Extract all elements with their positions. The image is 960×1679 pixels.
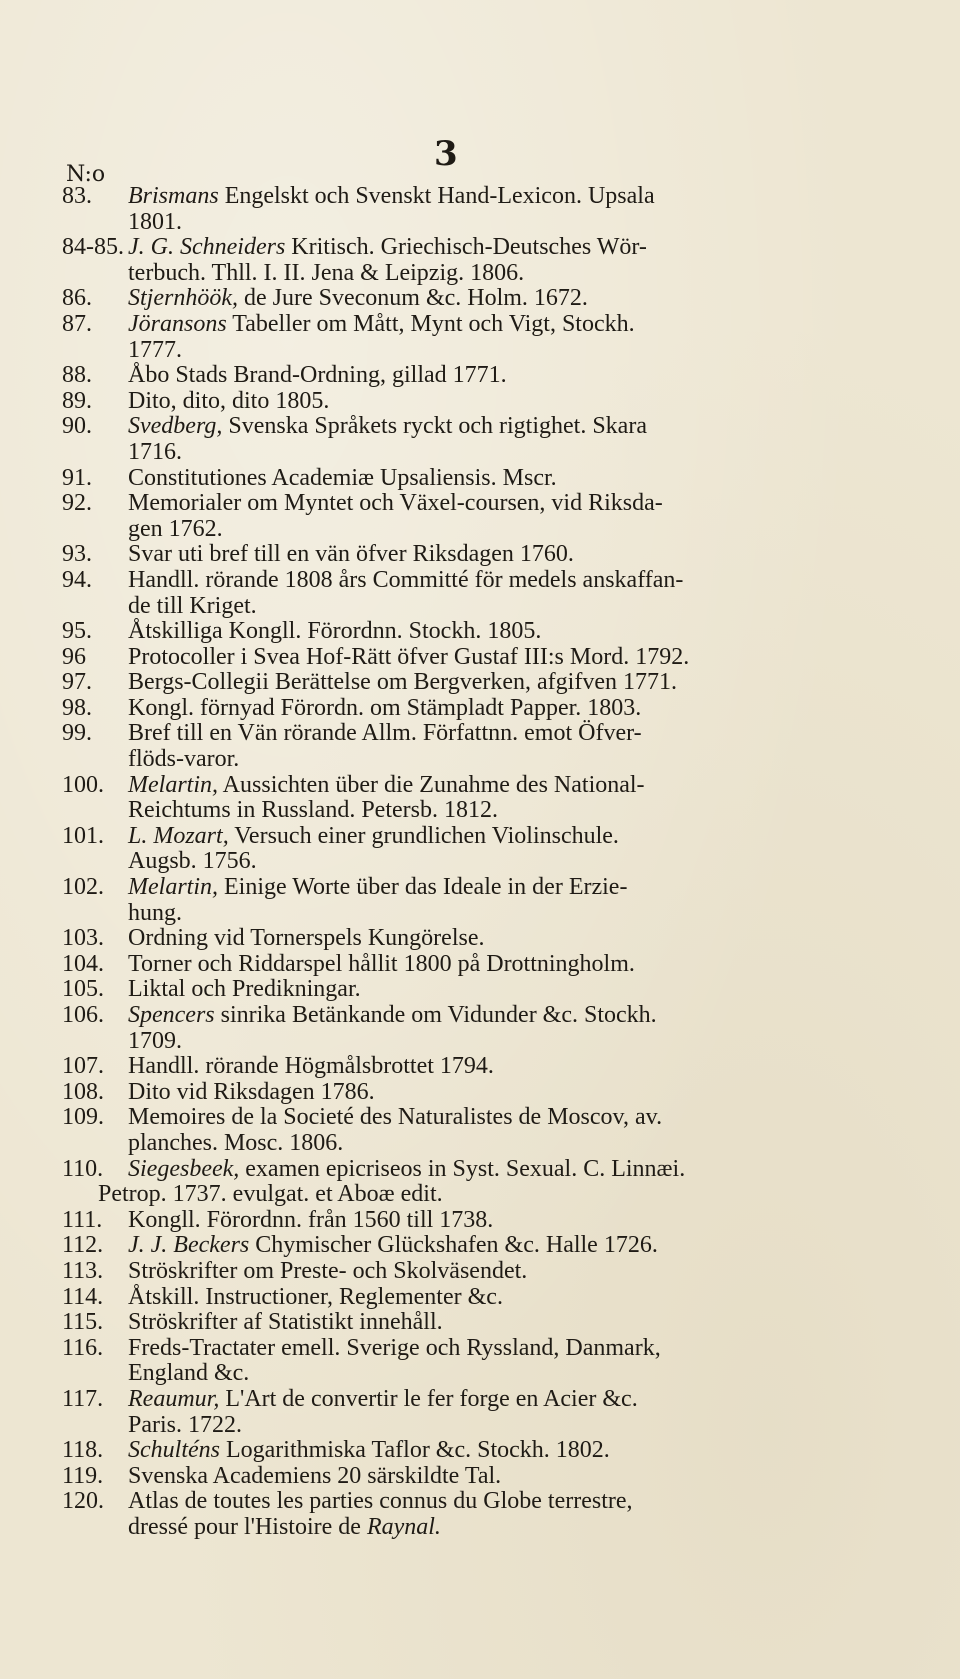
entry-number: 116.	[62, 1334, 104, 1361]
entry-continuation	[128, 440, 852, 466]
entry-continuation-text: Augsb. 1756.	[128, 848, 257, 875]
entry-continuation	[128, 1413, 852, 1439]
entry-number: 97.	[62, 669, 92, 696]
entry-title-line	[128, 1336, 852, 1362]
entry-author: L. Mozart,	[128, 822, 229, 849]
entry-number: 101.	[62, 822, 104, 849]
entry-number: 104.	[62, 950, 104, 977]
entry-title-line	[128, 977, 852, 1003]
catalogue-entry	[62, 1259, 852, 1285]
catalogue-entry	[62, 1054, 852, 1080]
entry-number: 90.	[62, 413, 92, 440]
entry-title: Åbo Stads Brand-Ordning, gillad 1771.	[128, 362, 507, 389]
entry-title: Åtskilliga Kongll. Förordnn. Stockh. 1805.	[128, 618, 542, 645]
entry-number: 89.	[62, 387, 92, 414]
entry-title-line	[128, 619, 852, 645]
entry-number: 110.	[62, 1155, 104, 1182]
entry-title-line	[128, 542, 852, 568]
entry-title: Ströskrifter om Preste- och Skolväsendet.	[128, 1257, 528, 1284]
entry-author: J. G. Schneiders	[128, 234, 286, 261]
entry-author: Svedberg,	[128, 413, 223, 440]
entry-title: Aussichten über die Zunahme des National-	[218, 771, 645, 798]
catalogue-entry	[62, 1489, 852, 1540]
entry-number: 115.	[62, 1309, 104, 1336]
catalogue-entry	[62, 1157, 852, 1208]
entry-continuation-text: hung.	[128, 899, 182, 926]
entry-title: Handll. rörande 1808 års Committé för medels anskaffan-	[128, 566, 684, 593]
entry-title-line	[128, 773, 852, 799]
catalogue-entry	[62, 721, 852, 772]
entry-number: 84-85.	[62, 234, 124, 261]
entry-title-line	[128, 414, 852, 440]
catalogue-entry	[62, 1336, 852, 1387]
catalogue-entry	[62, 568, 852, 619]
entry-number: 92.	[62, 490, 92, 517]
entry-continuation	[128, 210, 852, 236]
entry-continuation-text: Petrop. 1737. evulgat. et Aboæ edit.	[98, 1181, 443, 1208]
entry-number: 114.	[62, 1283, 104, 1310]
entry-continuation	[128, 1131, 852, 1157]
entry-title-line	[128, 1208, 852, 1234]
catalogue-entry	[62, 1464, 852, 1490]
entry-continuation-text: 1709.	[128, 1027, 182, 1054]
entry-title: Svenska Språkets ryckt och rigtighet. Skara	[222, 413, 647, 440]
entry-author: Melartin,	[128, 771, 218, 798]
entry-title-line	[128, 1387, 852, 1413]
entry-title-line	[128, 1310, 852, 1336]
entry-title-line	[128, 235, 852, 261]
entry-title-line	[128, 721, 852, 747]
entry-continuation-text: Reichtums in Russland. Petersb. 1812.	[128, 797, 498, 824]
entry-number: 105.	[62, 976, 104, 1003]
entry-title: Versuch einer grundlichen Violinschule.	[228, 822, 619, 849]
entry-continuation-text: terbuch. Thll. I. II. Jena & Leipzig. 1806.	[128, 259, 525, 286]
entry-title-line	[128, 952, 852, 978]
entry-title: Handll. rörande Högmålsbrottet 1794.	[128, 1053, 494, 1080]
entry-number: 103.	[62, 925, 104, 952]
entry-number: 83.	[62, 183, 92, 209]
entry-title: sinrika Betänkande om Vidunder &c. Stockh.	[214, 1002, 657, 1028]
entry-number: 112.	[62, 1232, 104, 1259]
entry-title-line	[128, 491, 852, 517]
catalogue-entry	[62, 1208, 852, 1234]
entry-title: de Jure Sveconum &c. Holm. 1672.	[237, 285, 588, 312]
entry-title-line	[128, 1054, 852, 1080]
entry-title: Protocoller i Svea Hof-Rätt öfver Gustaf III:s Mord. 1792.	[128, 643, 690, 670]
catalogue-entry	[62, 875, 852, 926]
catalogue-entry	[62, 696, 852, 722]
catalogue-entry	[62, 1285, 852, 1311]
entry-title: Dito vid Riksdagen 1786.	[128, 1078, 375, 1105]
entry-number: 119.	[62, 1462, 104, 1489]
entry-title-line	[128, 389, 852, 415]
entry-title: Liktal och Predikningar.	[128, 976, 361, 1003]
entry-title: examen epicriseos in Syst. Sexual. C. Linnæi.	[239, 1155, 686, 1182]
entry-title: Chymischer Glückshafen &c. Halle 1726.	[249, 1232, 658, 1259]
entry-title-line	[128, 670, 852, 696]
entry-number: 86.	[62, 285, 92, 312]
entry-continuation	[128, 261, 852, 287]
entry-title: Tabeller om Mått, Mynt och Vigt, Stockh.	[226, 310, 635, 337]
entry-continuation-text: 1777.	[128, 336, 182, 363]
catalogue-entry	[62, 977, 852, 1003]
entry-title: Åtskill. Instructioner, Reglementer &c.	[128, 1283, 503, 1310]
entry-author: Jöransons	[128, 310, 227, 337]
entry-number: 99.	[62, 720, 92, 747]
entry-title: Memorialer om Myntet och Växel-coursen, vid Riksda-	[128, 490, 663, 517]
catalogue-entry	[62, 1387, 852, 1438]
entry-continuation-text: dressé pour l'Histoire de	[128, 1513, 367, 1540]
entry-author: Siegesbeek,	[128, 1155, 240, 1182]
entry-number: 118.	[62, 1437, 104, 1464]
entry-title: Atlas de toutes les parties connus du Globe terrestre,	[128, 1488, 633, 1515]
catalogue-entry	[62, 542, 852, 568]
entry-number: 95.	[62, 618, 92, 645]
entry-continuation	[128, 1515, 852, 1541]
entry-title-line	[128, 1003, 852, 1029]
entry-title-line	[128, 568, 852, 594]
entry-author: Spencers	[128, 1002, 215, 1028]
page-number: 3	[434, 134, 458, 174]
entry-title: Bref till en Vän rörande Allm. Författnn. emot Öfver-	[128, 720, 642, 747]
entry-number: 96	[62, 643, 86, 670]
entry-continuation	[128, 901, 852, 927]
entry-continuation-text: gen 1762.	[128, 515, 223, 542]
catalogue-entry	[62, 670, 852, 696]
entry-title: Freds-Tractater emell. Sverige och Ryssland, Danmark,	[128, 1334, 661, 1361]
catalogue-entry	[62, 1233, 852, 1259]
entry-title-line	[128, 1259, 852, 1285]
catalogue-entry	[62, 773, 852, 824]
entry-number: 94.	[62, 566, 92, 593]
entry-title: Constitutiones Academiæ Upsaliensis. Mscr.	[128, 464, 557, 491]
entry-title-line	[128, 1438, 852, 1464]
entry-title: L'Art de convertir le fer forge en Acier &c.	[219, 1385, 638, 1412]
catalogue-entry	[62, 926, 852, 952]
entry-title-line	[128, 1464, 852, 1490]
entry-title: Kongl. förnyad Förordn. om Stämpladt Papper. 1803.	[128, 694, 642, 721]
catalogue-entry	[62, 184, 852, 235]
entry-number: 120.	[62, 1488, 104, 1515]
entry-title: Torner och Riddarspel hållit 1800 på Drottningholm.	[128, 950, 635, 977]
catalogue-entry	[62, 952, 852, 978]
entry-author: Brismans	[128, 183, 219, 209]
entry-title-line	[128, 363, 852, 389]
entry-number: 108.	[62, 1078, 104, 1105]
entry-continuation-text: 1716.	[128, 438, 182, 465]
entry-number: 100.	[62, 771, 104, 798]
catalogue-entry	[62, 1105, 852, 1156]
entry-continuation-text: planches. Mosc. 1806.	[128, 1129, 344, 1156]
catalogue-entry	[62, 824, 852, 875]
entry-title-line	[128, 926, 852, 952]
entry-continuation	[128, 798, 852, 824]
entry-title-line	[128, 824, 852, 850]
entry-title: Dito, dito, dito 1805.	[128, 387, 330, 414]
entry-continuation	[128, 1029, 852, 1055]
entry-continuation	[128, 517, 852, 543]
entry-title-line	[128, 184, 852, 210]
catalogue-entry	[62, 312, 852, 363]
entry-continuation	[98, 1182, 852, 1208]
catalogue-entry	[62, 1003, 852, 1054]
entry-number: 88.	[62, 362, 92, 389]
entry-continuation	[128, 594, 852, 620]
entry-title: Engelskt och Svenskt Hand-Lexicon. Upsala	[218, 183, 655, 209]
entry-title: Bergs-Collegii Berättelse om Bergverken, afgifven 1771.	[128, 669, 677, 696]
entry-number: 102.	[62, 874, 104, 901]
entry-title: Svar uti bref till en vän öfver Riksdagen 1760.	[128, 541, 574, 568]
entry-title-line	[128, 875, 852, 901]
number-column-label: N:o	[66, 162, 106, 187]
entry-number: 93.	[62, 541, 92, 568]
entry-continuation	[128, 1361, 852, 1387]
catalogue-entry	[62, 1310, 852, 1336]
catalogue-entry	[62, 1438, 852, 1464]
catalogue-entry	[62, 235, 852, 286]
catalogue-entry	[62, 286, 852, 312]
entry-title-line	[128, 1489, 852, 1515]
entry-title: Einige Worte über das Ideale in der Erzie-	[218, 874, 628, 901]
catalogue-entry	[62, 619, 852, 645]
entry-continuation-text: England &c.	[128, 1360, 250, 1387]
entry-title-line	[128, 1233, 852, 1259]
entry-number: 109.	[62, 1104, 104, 1131]
entry-title: Logarithmiska Taflor &c. Stockh. 1802.	[219, 1437, 610, 1464]
entry-author: Stjernhöök,	[128, 285, 238, 312]
entry-continuation	[128, 747, 852, 773]
entry-number: 111.	[62, 1206, 103, 1233]
entry-title-line	[128, 286, 852, 312]
entry-title-line	[128, 1157, 852, 1183]
catalogue-entry	[62, 1080, 852, 1106]
entry-title: Kritisch. Griechisch-Deutsches Wör-	[285, 234, 647, 261]
entry-title: Kongll. Förordnn. från 1560 till 1738.	[128, 1206, 494, 1233]
entry-number: 117.	[62, 1385, 104, 1412]
catalogue-entry	[62, 363, 852, 389]
catalogue-entry	[62, 645, 852, 671]
entry-number: 91.	[62, 464, 92, 491]
entry-number: 87.	[62, 310, 92, 337]
entry-number: 113.	[62, 1257, 104, 1284]
entry-continuation-author: Raynal.	[366, 1513, 441, 1540]
entry-title: Svenska Academiens 20 särskildte Tal.	[128, 1462, 502, 1489]
entry-author: Reaumur,	[128, 1385, 220, 1412]
entry-continuation	[128, 849, 852, 875]
entry-continuation-text: 1801.	[128, 208, 182, 235]
catalogue-entry	[62, 466, 852, 492]
entry-title-line	[128, 1080, 852, 1106]
entry-title-line	[128, 1285, 852, 1311]
entry-number: 107.	[62, 1053, 104, 1080]
entry-title-line	[128, 696, 852, 722]
entry-title: Memoires de la Societé des Naturalistes de Moscov, av.	[128, 1104, 663, 1131]
entry-continuation	[128, 338, 852, 364]
entry-number: 106.	[62, 1002, 104, 1028]
entry-continuation-text: de till Kriget.	[128, 592, 257, 619]
entry-title-line	[128, 312, 852, 338]
catalogue-entry-list	[62, 184, 852, 1540]
entry-continuation-text: flöds-varor.	[128, 746, 240, 773]
catalogue-entry	[62, 414, 852, 465]
entry-title-line	[128, 1105, 852, 1131]
entry-number: 98.	[62, 694, 92, 721]
entry-title: Ströskrifter af Statistikt innehåll.	[128, 1309, 443, 1336]
entry-author: Schulténs	[128, 1437, 220, 1464]
entry-author: Melartin,	[128, 874, 218, 901]
entry-continuation-text: Paris. 1722.	[128, 1411, 242, 1438]
catalogue-entry	[62, 389, 852, 415]
catalogue-entry	[62, 491, 852, 542]
entry-author: J. J. Beckers	[128, 1232, 250, 1259]
entry-title: Ordning vid Tornerspels Kungörelse.	[128, 925, 485, 952]
entry-title-line	[128, 645, 852, 671]
entry-title-line	[128, 466, 852, 492]
